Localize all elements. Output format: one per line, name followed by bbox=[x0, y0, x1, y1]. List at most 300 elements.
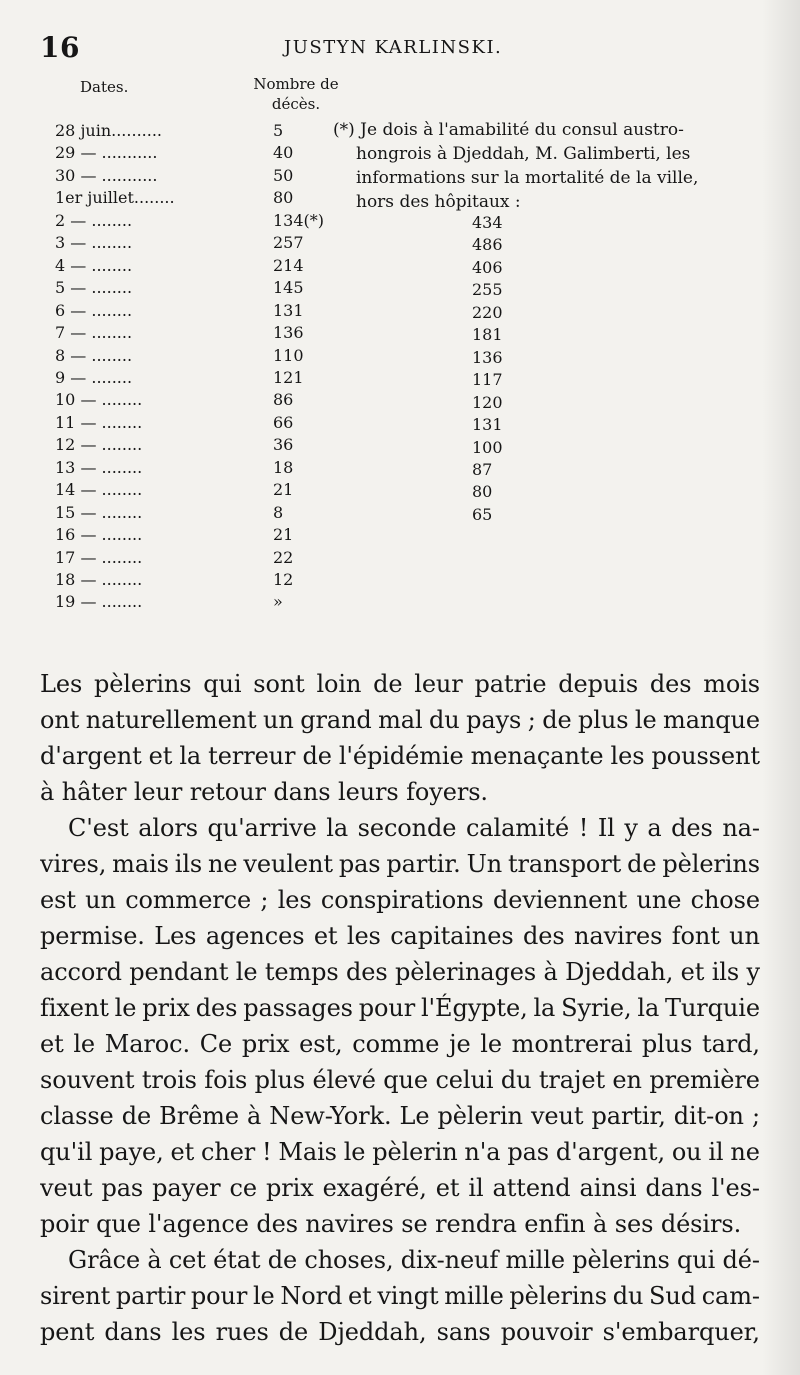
death-count: 5 bbox=[273, 121, 284, 140]
date-death-row bbox=[55, 232, 365, 254]
date-death-row bbox=[55, 524, 365, 546]
word: ils bbox=[174, 850, 203, 878]
word: grand bbox=[300, 706, 372, 734]
word: conspirations bbox=[320, 886, 484, 914]
city-death-count: 131 bbox=[472, 415, 503, 435]
word: na- bbox=[722, 814, 760, 842]
word: du bbox=[612, 1282, 644, 1310]
word: veulent bbox=[243, 850, 333, 878]
word: sirent bbox=[40, 1282, 111, 1310]
word: et bbox=[680, 958, 705, 986]
word: Djeddah, bbox=[565, 958, 674, 986]
word: pas bbox=[507, 1138, 550, 1166]
word: le bbox=[73, 1030, 96, 1058]
word: le bbox=[343, 1138, 366, 1166]
word: des bbox=[195, 994, 238, 1022]
word: pas bbox=[101, 1174, 144, 1202]
footnote-line: (*) Je dois à l'amabilité du consul austro- bbox=[333, 120, 684, 140]
word: le bbox=[480, 1030, 502, 1058]
word: pèlerin bbox=[437, 1102, 523, 1130]
death-count: 80 bbox=[273, 188, 294, 208]
word: souvent bbox=[40, 1066, 135, 1094]
date-label: 29 — ........... bbox=[55, 143, 158, 163]
word: des bbox=[345, 958, 388, 986]
word: n'a bbox=[464, 1138, 501, 1166]
word: C'est bbox=[68, 814, 129, 842]
word: y bbox=[624, 814, 638, 842]
word: il bbox=[708, 1138, 724, 1166]
word: et bbox=[170, 1138, 195, 1166]
date-death-row bbox=[55, 277, 365, 299]
word: à bbox=[147, 1246, 162, 1274]
running-head: JUSTYN KARLINSKI. bbox=[284, 37, 503, 58]
word: rues bbox=[215, 1318, 269, 1346]
word: fois bbox=[204, 1066, 248, 1094]
word: pèlerins bbox=[572, 1246, 670, 1274]
word: et bbox=[148, 742, 173, 770]
word: naturellement bbox=[85, 706, 257, 734]
date-label: 14 — ........ bbox=[55, 480, 143, 500]
word: Sud bbox=[649, 1282, 696, 1310]
dates-column-heading: Dates. bbox=[80, 78, 129, 96]
word: chose bbox=[690, 886, 760, 914]
word: Il bbox=[597, 814, 615, 842]
word: veut bbox=[530, 1102, 584, 1130]
date-label: 9 — ........ bbox=[55, 367, 133, 387]
word: cam- bbox=[701, 1282, 760, 1310]
body-text bbox=[40, 666, 760, 1350]
word: les bbox=[610, 742, 645, 770]
word: ; bbox=[527, 706, 536, 734]
city-death-count: 80 bbox=[472, 482, 493, 502]
word: et bbox=[435, 1174, 460, 1202]
word: permise. bbox=[40, 922, 145, 950]
word: classe bbox=[40, 1102, 114, 1130]
paragraph-line bbox=[40, 810, 760, 846]
word: vingt bbox=[377, 1282, 439, 1310]
paragraph-line bbox=[40, 1098, 760, 1134]
date-label: 16 — ........ bbox=[55, 525, 143, 545]
paragraph-line bbox=[40, 1314, 760, 1350]
word: et bbox=[40, 1030, 64, 1058]
word: exagéré, bbox=[322, 1174, 427, 1202]
date-death-row bbox=[55, 479, 365, 501]
word: un bbox=[729, 922, 760, 950]
word: je bbox=[449, 1030, 471, 1058]
date-label: 5 — ........ bbox=[55, 278, 133, 298]
death-count: 40 bbox=[273, 143, 294, 163]
date-label: 1er juillet........ bbox=[55, 188, 175, 208]
word: plus bbox=[254, 1066, 306, 1094]
word: Un bbox=[466, 850, 503, 878]
word: dans bbox=[645, 1174, 703, 1202]
word: qui bbox=[203, 670, 242, 698]
word: élevé bbox=[312, 1066, 376, 1094]
deaths-column-heading bbox=[244, 74, 348, 114]
date-death-row bbox=[55, 142, 365, 164]
date-death-row bbox=[55, 187, 365, 209]
word: Djeddah, bbox=[318, 1318, 427, 1346]
paragraph-line bbox=[40, 1026, 760, 1062]
city-death-count: 65 bbox=[472, 504, 493, 524]
city-death-count: 486 bbox=[472, 235, 503, 255]
date-label: 6 — ........ bbox=[55, 300, 133, 320]
word: de bbox=[373, 670, 403, 698]
word: des bbox=[523, 922, 565, 950]
city-death-count: 255 bbox=[472, 280, 503, 300]
word: commerce bbox=[125, 886, 252, 914]
word: tard, bbox=[702, 1030, 760, 1058]
word: et bbox=[313, 922, 338, 950]
footnote-line: informations sur la mortalité de la ville, bbox=[356, 168, 699, 188]
date-death-row bbox=[55, 547, 365, 569]
word: le bbox=[634, 706, 657, 734]
word: ne bbox=[208, 850, 238, 878]
death-count: 36 bbox=[273, 435, 294, 455]
city-death-count: 434 bbox=[472, 213, 503, 232]
word: Maroc. bbox=[104, 1030, 191, 1058]
date-label: 8 — ........ bbox=[55, 345, 133, 365]
word: que bbox=[383, 1066, 429, 1094]
word: leur bbox=[414, 670, 463, 698]
word: sans bbox=[436, 1318, 491, 1346]
word: ont bbox=[40, 706, 80, 734]
word: il bbox=[468, 1174, 484, 1202]
word: d'argent bbox=[40, 742, 142, 770]
word: manque bbox=[663, 706, 760, 734]
date-label: 4 — ........ bbox=[55, 255, 133, 275]
word: dit-on bbox=[673, 1102, 744, 1130]
word: pèlerin bbox=[372, 1138, 458, 1166]
word: payer bbox=[152, 1174, 221, 1202]
date-death-row bbox=[55, 389, 365, 411]
word: pays bbox=[466, 706, 522, 734]
word: mais bbox=[112, 850, 169, 878]
word: pas bbox=[338, 850, 381, 878]
word: pour bbox=[358, 994, 416, 1022]
date-label: 13 — ........ bbox=[55, 457, 143, 477]
paragraph-line bbox=[40, 846, 760, 882]
word: de bbox=[542, 706, 572, 734]
paragraph-line bbox=[40, 702, 760, 738]
date-label: 15 — ........ bbox=[55, 502, 143, 522]
death-count: 66 bbox=[273, 412, 294, 432]
word: du bbox=[429, 706, 460, 734]
death-count: 257 bbox=[273, 233, 304, 253]
word: cet bbox=[168, 1246, 206, 1274]
word: à bbox=[247, 1102, 262, 1130]
word: est, bbox=[299, 1030, 343, 1058]
word: de bbox=[278, 1318, 309, 1346]
death-count: 21 bbox=[273, 480, 294, 500]
word: Nord bbox=[280, 1282, 343, 1310]
date-death-row bbox=[55, 255, 365, 277]
word: ce bbox=[229, 1174, 257, 1202]
date-death-row bbox=[55, 300, 365, 322]
date-label: 10 — ........ bbox=[55, 390, 143, 410]
word: ; bbox=[751, 1102, 760, 1130]
word: à bbox=[543, 958, 558, 986]
date-death-row bbox=[55, 322, 365, 344]
word: transport bbox=[507, 850, 622, 878]
word: état bbox=[213, 1246, 261, 1274]
city-mortality-footnote bbox=[333, 118, 763, 214]
paragraph-line: à hâter leur retour dans leurs foyers. bbox=[40, 778, 488, 806]
footnote-line: hongrois à Djeddah, M. Galimberti, les bbox=[356, 144, 691, 164]
word: depuis bbox=[558, 670, 639, 698]
death-count: 145 bbox=[273, 278, 304, 298]
city-death-count: 117 bbox=[472, 370, 503, 390]
death-count: 21 bbox=[273, 525, 294, 545]
word: ils bbox=[711, 958, 740, 986]
word: en bbox=[612, 1066, 642, 1094]
date-death-row bbox=[55, 569, 365, 591]
word: qu'il bbox=[40, 1138, 93, 1166]
word: un bbox=[263, 706, 294, 734]
city-death-count: 100 bbox=[472, 437, 503, 457]
word: pent bbox=[40, 1318, 95, 1346]
word: Ce bbox=[199, 1030, 233, 1058]
word: ; bbox=[260, 886, 269, 914]
death-count: 86 bbox=[273, 390, 294, 410]
paragraph-line bbox=[40, 738, 760, 774]
word: agences bbox=[205, 922, 305, 950]
word: pour bbox=[190, 1282, 248, 1310]
date-label: 19 — ........ bbox=[55, 592, 143, 612]
death-count: 136 bbox=[273, 323, 304, 343]
death-count: 50 bbox=[273, 165, 294, 185]
word: l'es- bbox=[711, 1174, 760, 1202]
word: mois bbox=[703, 670, 760, 698]
word: Turquie bbox=[665, 994, 760, 1022]
date-death-row bbox=[55, 120, 365, 142]
word: l'épidémie bbox=[338, 742, 464, 770]
word: temps bbox=[264, 958, 339, 986]
word: mal bbox=[378, 706, 423, 734]
date-label: 18 — ........ bbox=[55, 570, 143, 589]
word: les bbox=[171, 1318, 206, 1346]
word: un bbox=[85, 886, 116, 914]
word: calamité bbox=[465, 814, 570, 842]
death-count: 131 bbox=[273, 300, 304, 320]
city-death-count: 120 bbox=[472, 392, 503, 412]
word: a bbox=[647, 814, 662, 842]
paragraph-line bbox=[40, 882, 760, 918]
date-label: 28 juin.......... bbox=[55, 121, 162, 140]
word: ainsi bbox=[579, 1174, 637, 1202]
word: alors bbox=[138, 814, 198, 842]
word: pèlerins bbox=[93, 670, 192, 698]
date-death-row bbox=[55, 345, 365, 367]
word: trajet bbox=[538, 1066, 605, 1094]
word: font bbox=[671, 922, 720, 950]
date-label: 17 — ........ bbox=[55, 547, 143, 567]
word: Les bbox=[154, 922, 197, 950]
word: pèlerins bbox=[509, 1282, 607, 1310]
word: s'embarquer, bbox=[602, 1318, 760, 1346]
paragraph-line bbox=[40, 1062, 760, 1098]
word: terreur bbox=[208, 742, 296, 770]
word: dix-neuf bbox=[400, 1246, 499, 1274]
death-count: » bbox=[273, 592, 283, 612]
word: une bbox=[636, 886, 682, 914]
word: pèlerinages bbox=[394, 958, 537, 986]
word: les bbox=[346, 922, 381, 950]
word: partir, bbox=[591, 1102, 666, 1130]
word: seconde bbox=[357, 814, 457, 842]
date-death-row bbox=[55, 165, 365, 187]
mortality-table bbox=[0, 0, 800, 660]
word: l'Égypte, bbox=[420, 994, 528, 1022]
date-label: 12 — ........ bbox=[55, 435, 143, 455]
word: la bbox=[637, 994, 660, 1022]
word: et bbox=[347, 1282, 372, 1310]
death-count: 121 bbox=[273, 367, 304, 387]
date-label: 7 — ........ bbox=[55, 323, 133, 343]
word: navires bbox=[574, 922, 663, 950]
word: montrerai bbox=[511, 1030, 633, 1058]
word: qui bbox=[677, 1246, 716, 1274]
date-label: 3 — ........ bbox=[55, 233, 133, 253]
paragraph-line bbox=[40, 990, 760, 1026]
word: le bbox=[114, 994, 137, 1022]
word: qu'arrive bbox=[207, 814, 317, 842]
date-death-row bbox=[55, 434, 365, 456]
word: celui bbox=[435, 1066, 494, 1094]
word: ne bbox=[730, 1138, 760, 1166]
word: de bbox=[267, 1246, 298, 1274]
paragraph-line: poir que l'agence des navires se rendra enfin à ses désirs. bbox=[40, 1210, 742, 1238]
city-death-count: 181 bbox=[472, 325, 503, 345]
word: la bbox=[326, 814, 349, 842]
word: sont bbox=[253, 670, 305, 698]
date-death-row bbox=[55, 210, 365, 232]
word: veut bbox=[40, 1174, 93, 1202]
word: loin bbox=[316, 670, 362, 698]
word: première bbox=[649, 1066, 760, 1094]
word: paye, bbox=[99, 1138, 164, 1166]
word: attend bbox=[492, 1174, 571, 1202]
word: les bbox=[277, 886, 312, 914]
word: pèlerins bbox=[662, 850, 760, 878]
word: passages bbox=[243, 994, 353, 1022]
word: mille bbox=[505, 1246, 565, 1274]
footnote-line: hors des hôpitaux : bbox=[356, 192, 521, 212]
word: y bbox=[746, 958, 760, 986]
word: patrie bbox=[474, 670, 547, 698]
word: prix bbox=[241, 1030, 290, 1058]
death-count: 8 bbox=[273, 502, 284, 522]
word: ou bbox=[671, 1138, 702, 1166]
word: le bbox=[252, 1282, 275, 1310]
word: New-York. bbox=[269, 1102, 392, 1130]
word: prix bbox=[265, 1174, 314, 1202]
word: plus bbox=[578, 706, 629, 734]
word: ! bbox=[578, 814, 589, 842]
deaths-heading-line: décès. bbox=[271, 95, 321, 113]
death-count: 214 bbox=[273, 255, 304, 275]
word: du bbox=[500, 1066, 532, 1094]
word: la bbox=[533, 994, 556, 1022]
paragraph-line bbox=[40, 954, 760, 990]
word: fixent bbox=[40, 994, 109, 1022]
word: prix bbox=[142, 994, 190, 1022]
word: menaçante bbox=[470, 742, 604, 770]
word: choses, bbox=[304, 1246, 394, 1274]
word: capitaines bbox=[390, 922, 514, 950]
word: ! bbox=[262, 1138, 272, 1166]
word: dans bbox=[104, 1318, 162, 1346]
paragraph-line bbox=[40, 918, 760, 954]
word: mille bbox=[444, 1282, 504, 1310]
city-death-count: 136 bbox=[472, 347, 503, 367]
paragraph-line bbox=[40, 1242, 760, 1278]
deaths-heading-line: Nombre de bbox=[253, 75, 339, 93]
word: accord bbox=[40, 958, 122, 986]
word: deviennent bbox=[492, 886, 628, 914]
date-death-row bbox=[55, 502, 365, 524]
word: vires, bbox=[40, 850, 107, 878]
word: d'argent, bbox=[555, 1138, 665, 1166]
city-death-count: 406 bbox=[472, 257, 503, 277]
word: pendant bbox=[129, 958, 229, 986]
death-count: 12 bbox=[273, 570, 294, 589]
paragraph-line bbox=[40, 1170, 760, 1206]
word: Le bbox=[399, 1102, 430, 1130]
date-death-row bbox=[55, 367, 365, 389]
word: Grâce bbox=[68, 1246, 141, 1274]
word: de bbox=[302, 742, 332, 770]
word: cher bbox=[201, 1138, 256, 1166]
word: de bbox=[121, 1102, 152, 1130]
death-count: 18 bbox=[273, 457, 294, 477]
city-death-count: 220 bbox=[472, 302, 503, 322]
date-label: 30 — ........... bbox=[55, 165, 158, 185]
word: poussent bbox=[651, 742, 760, 770]
word: des bbox=[649, 670, 692, 698]
word: comme bbox=[352, 1030, 440, 1058]
death-count: 22 bbox=[273, 547, 294, 567]
paragraph-line bbox=[40, 666, 760, 702]
word: dé- bbox=[722, 1246, 760, 1274]
word: trois bbox=[141, 1066, 197, 1094]
date-death-row bbox=[55, 591, 365, 613]
date-death-row bbox=[55, 457, 365, 479]
word: Brême bbox=[159, 1102, 239, 1130]
death-count: 110 bbox=[273, 345, 304, 365]
paragraph-line bbox=[40, 1134, 760, 1170]
word: des bbox=[671, 814, 713, 842]
word: est bbox=[40, 886, 76, 914]
word: partir. bbox=[386, 850, 461, 878]
date-death-row bbox=[55, 412, 365, 434]
word: Syrie, bbox=[561, 994, 632, 1022]
word: Mais bbox=[278, 1138, 337, 1166]
date-label: 11 — ........ bbox=[55, 412, 143, 432]
date-label: 2 — ........ bbox=[55, 210, 133, 230]
word: partir bbox=[115, 1282, 186, 1310]
word: le bbox=[235, 958, 258, 986]
word: Les bbox=[40, 670, 83, 698]
word: plus bbox=[641, 1030, 693, 1058]
word: la bbox=[179, 742, 202, 770]
word: de bbox=[627, 850, 657, 878]
death-count: 134(*) bbox=[273, 210, 325, 230]
word: pouvoir bbox=[500, 1318, 593, 1346]
page-number: 16 bbox=[40, 31, 80, 64]
paragraph-line bbox=[40, 1278, 760, 1314]
city-death-count: 87 bbox=[472, 459, 493, 479]
